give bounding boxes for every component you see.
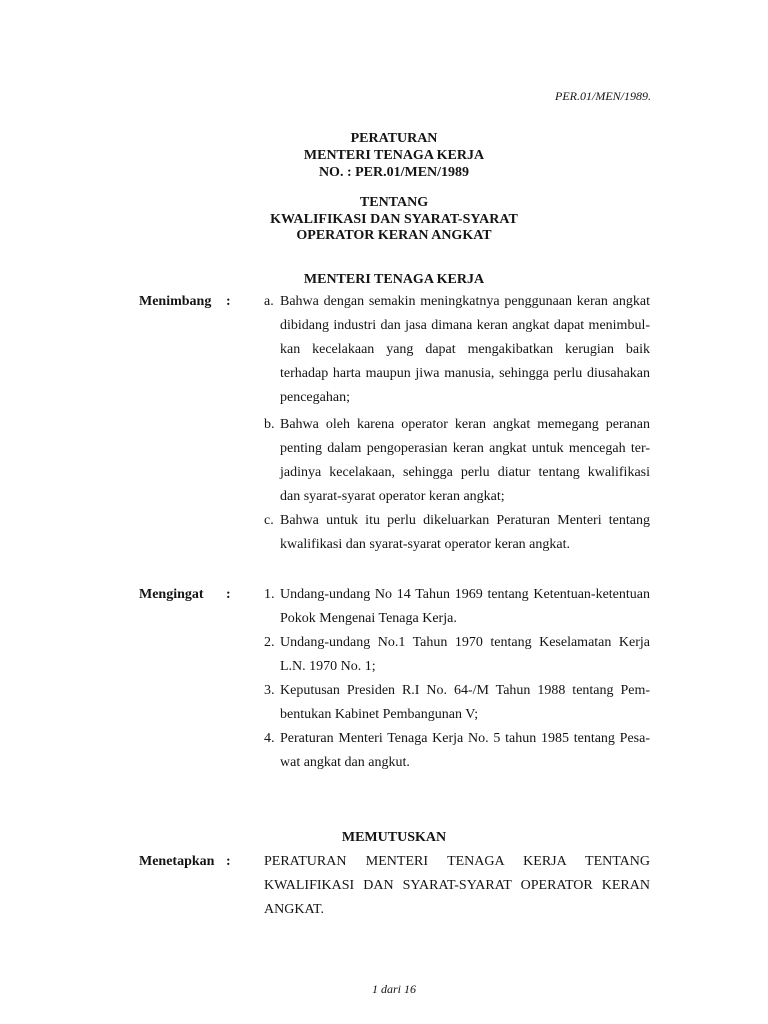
regulation-title <box>139 130 649 181</box>
item-first-line <box>264 509 650 533</box>
section-label: Menimbang <box>139 294 212 309</box>
legal-basis-item-4 <box>264 727 650 775</box>
section-colon: : <box>226 294 231 309</box>
item-marker: 3. <box>264 683 275 698</box>
consideration-list <box>264 290 650 557</box>
item-marker: 4. <box>264 731 275 746</box>
item-marker: a. <box>264 294 274 309</box>
consideration-item-a <box>264 290 650 410</box>
item-line: Bahwa oleh karena operator keran angkat memegang peranan <box>280 417 650 432</box>
decision-heading: MEMUTUSKAN <box>341 830 447 845</box>
legal-basis-list <box>264 583 650 775</box>
consideration-item-b <box>264 413 650 509</box>
item-line: bentukan Kabinet Pembangunan V; <box>280 707 479 722</box>
determination-line: PERATURAN MENTERI TENAGA KERJA TENTANG <box>264 854 650 869</box>
page-number: 1 dari 16 <box>371 982 416 996</box>
section-label: Mengingat <box>139 587 204 602</box>
subject-line: TENTANG <box>359 195 429 210</box>
legal-basis-item-3 <box>264 679 650 727</box>
item-first-line <box>264 290 650 314</box>
item-first-line <box>264 727 650 751</box>
item-line: jadinya kecelakaan, sehingga perlu diatur tentang kwalifikasi <box>280 465 650 480</box>
item-line: Bahwa dengan semakin meningkatnya penggunaan keran angkat <box>280 294 650 309</box>
determination-text <box>264 850 650 922</box>
title-line: PERATURAN <box>350 131 438 146</box>
item-line: penting dalam pengoperasian keran angkat untuk mencegah ter- <box>280 441 650 456</box>
item-line: kan kecelakaan yang dapat mengakibatkan kerugian baik <box>280 342 650 357</box>
section-colon: : <box>226 587 231 602</box>
item-line: L.N. 1970 No. 1; <box>280 659 376 674</box>
item-first-line <box>264 413 650 437</box>
item-marker: 1. <box>264 587 275 602</box>
issuing-authority: MENTERI TENAGA KERJA <box>303 272 485 287</box>
determination-line: KWALIFIKASI DAN SYARAT-SYARAT OPERATOR KERAN <box>264 878 650 893</box>
item-first-line <box>264 679 650 703</box>
item-marker: b. <box>264 417 275 432</box>
item-first-line <box>264 583 650 607</box>
title-line: NO. : PER.01/MEN/1989 <box>318 165 470 180</box>
item-line: Pokok Mengenai Tenaga Kerja. <box>280 611 457 626</box>
item-line: dan syarat-syarat operator keran angkat; <box>280 489 505 504</box>
item-marker: 2. <box>264 635 275 650</box>
item-line: wat angkat dan angkut. <box>280 755 410 770</box>
item-line: terhadap harta maupun jiwa manusia, sehingga perlu diusahakan <box>280 366 650 381</box>
item-first-line <box>264 631 650 655</box>
item-line: Peraturan Menteri Tenaga Kerja No. 5 tahun 1985 tentang Pesa- <box>280 731 650 746</box>
legal-basis-item-1 <box>264 583 650 631</box>
section-colon: : <box>226 854 231 869</box>
document-reference: PER.01/MEN/1989. <box>555 89 651 103</box>
item-marker: c. <box>264 513 274 528</box>
consideration-item-c <box>264 509 650 557</box>
item-line: pencegahan; <box>280 390 350 405</box>
item-line: Undang-undang No.1 Tahun 1970 tentang Keselamatan Kerja <box>280 635 650 650</box>
subject-line: OPERATOR KERAN ANGKAT <box>296 228 492 243</box>
item-line: Bahwa untuk itu perlu dikeluarkan Peraturan Menteri tentang <box>280 513 650 528</box>
item-line: Undang-undang No 14 Tahun 1969 tentang Ketentuan-ketentuan <box>280 587 650 602</box>
legal-basis-item-2 <box>264 631 650 679</box>
determination-line: ANGKAT. <box>264 902 325 917</box>
item-line: kwalifikasi dan syarat-syarat operator keran angkat. <box>280 537 570 552</box>
item-line: Keputusan Presiden R.I No. 64-/M Tahun 1988 tentang Pem- <box>280 683 650 698</box>
title-line: MENTERI TENAGA KERJA <box>303 148 485 163</box>
item-line: dibidang industri dan jasa dimana keran angkat dapat menimbul- <box>280 318 650 333</box>
subject-line: KWALIFIKASI DAN SYARAT-SYARAT <box>270 211 518 227</box>
section-label: Menetapkan <box>139 854 215 869</box>
regulation-subject <box>139 195 649 245</box>
